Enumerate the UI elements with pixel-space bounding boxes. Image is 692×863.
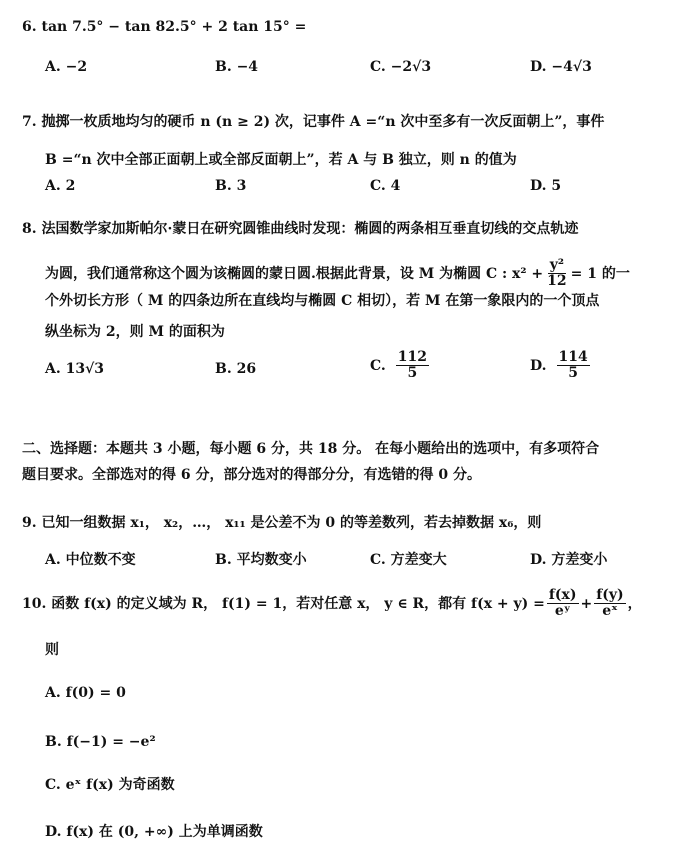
q10-stem bbox=[22, 588, 642, 619]
q8-option-d-label: D. bbox=[530, 357, 547, 374]
q8-stem-line1: 8. 法国数学家加斯帕尔·蒙日在研究圆锥曲线时发现：椭圆的两条相互垂直切线的交点轨迹 bbox=[22, 221, 579, 237]
q7-stem-line1: 7. 抛掷一枚质地均匀的硬币 n (n ≥ 2) 次，记事件 A =“n 次中至多有一次反面朝上”，事件 bbox=[22, 114, 605, 130]
q9-option-b: B. 平均数变小 bbox=[215, 552, 307, 568]
q6-option-c: C. −2√3 bbox=[370, 59, 432, 75]
q8-option-d bbox=[530, 350, 592, 381]
q8-frac-numerator: y² bbox=[549, 257, 565, 273]
q8-stem-line4: 纵坐标为 2，则 M 的面积为 bbox=[45, 324, 225, 340]
q8-option-b: B. 26 bbox=[215, 361, 257, 377]
q10-fraction-2 bbox=[594, 588, 625, 619]
q10-frac1-den: eʸ bbox=[554, 603, 571, 619]
q10-comma: ， bbox=[627, 595, 642, 612]
q8-option-c bbox=[370, 350, 431, 381]
q6-option-d: D. −4√3 bbox=[530, 59, 592, 75]
q8-stem-line2 bbox=[45, 258, 630, 289]
q10-then: 则 bbox=[45, 642, 59, 658]
q8-option-c-den: 5 bbox=[407, 365, 418, 381]
q6-option-a: A. −2 bbox=[45, 59, 88, 75]
q10-option-a: A. f(0) = 0 bbox=[45, 685, 126, 701]
q10-frac1-num: f(x) bbox=[548, 587, 577, 603]
q10-frac2-den: eˣ bbox=[602, 603, 618, 619]
q8-option-d-num: 114 bbox=[558, 349, 588, 365]
q10-option-c: C. eˣ f(x) 为奇函数 bbox=[45, 777, 175, 793]
q8-ellipse-fraction bbox=[545, 258, 568, 289]
q8-line2-text: 为圆，我们通常称这个圆为该椭圆的蒙日圆.根据此背景，设 M 为椭圆 C : x² + bbox=[45, 265, 544, 282]
q7-stem-line2: B =“n 次中全部正面朝上或全部反面朝上”，若 A 与 B 独立，则 n 的值为 bbox=[45, 152, 517, 168]
q8-option-d-fraction bbox=[557, 350, 590, 381]
q6-option-b: B. −4 bbox=[215, 59, 259, 75]
q8-option-c-num: 112 bbox=[397, 349, 428, 365]
q8-frac-denominator: 12 bbox=[547, 273, 567, 289]
q10-fraction-1 bbox=[547, 588, 579, 619]
q10-option-d: D. f(x) 在 (0, +∞) 上为单调函数 bbox=[45, 824, 263, 840]
q10-frac2-num: f(y) bbox=[596, 587, 624, 603]
q10-plus: + bbox=[580, 595, 593, 612]
q8-option-c-fraction bbox=[396, 350, 429, 381]
q8-option-d-den: 5 bbox=[568, 365, 578, 381]
q7-option-d: D. 5 bbox=[530, 178, 562, 194]
q7-option-b: B. 3 bbox=[215, 178, 247, 194]
q10-stem-text: 10. 函数 f(x) 的定义域为 R， f(1) = 1，若对任意 x， y ∈ R，都有 f(x + y) = bbox=[22, 595, 545, 612]
q6-stem: 6. tan 7.5° − tan 82.5° + 2 tan 15° = bbox=[22, 19, 307, 35]
q9-option-c: C. 方差变大 bbox=[370, 552, 447, 568]
q9-stem: 9. 已知一组数据 x₁， x₂，…， x₁₁ 是公差不为 0 的等差数列，若去掉数据 x₆，则 bbox=[22, 515, 542, 531]
q9-option-a: A. 中位数不变 bbox=[45, 552, 136, 568]
q9-option-d: D. 方差变小 bbox=[530, 552, 608, 568]
section2-title-line2: 题目要求。全部选对的得 6 分，部分选对的得部分分，有选错的得 0 分。 bbox=[22, 467, 481, 483]
q8-option-a: A. 13√3 bbox=[45, 361, 105, 377]
q8-stem-line3: 个外切长方形（ M 的四条边所在直线均与椭圆 C 相切），若 M 在第一象限内的一个顶点 bbox=[45, 293, 600, 309]
q7-option-c: C. 4 bbox=[370, 178, 401, 194]
q8-line2-tail: = 1 的一 bbox=[570, 265, 630, 282]
q10-option-b: B. f(−1) = −e² bbox=[45, 734, 156, 750]
q7-option-a: A. 2 bbox=[45, 178, 76, 194]
q8-option-c-label: C. bbox=[370, 357, 386, 374]
section2-title-line1: 二、选择题：本题共 3 小题，每小题 6 分，共 18 分。 在每小题给出的选项中，有多项符合 bbox=[22, 441, 600, 457]
